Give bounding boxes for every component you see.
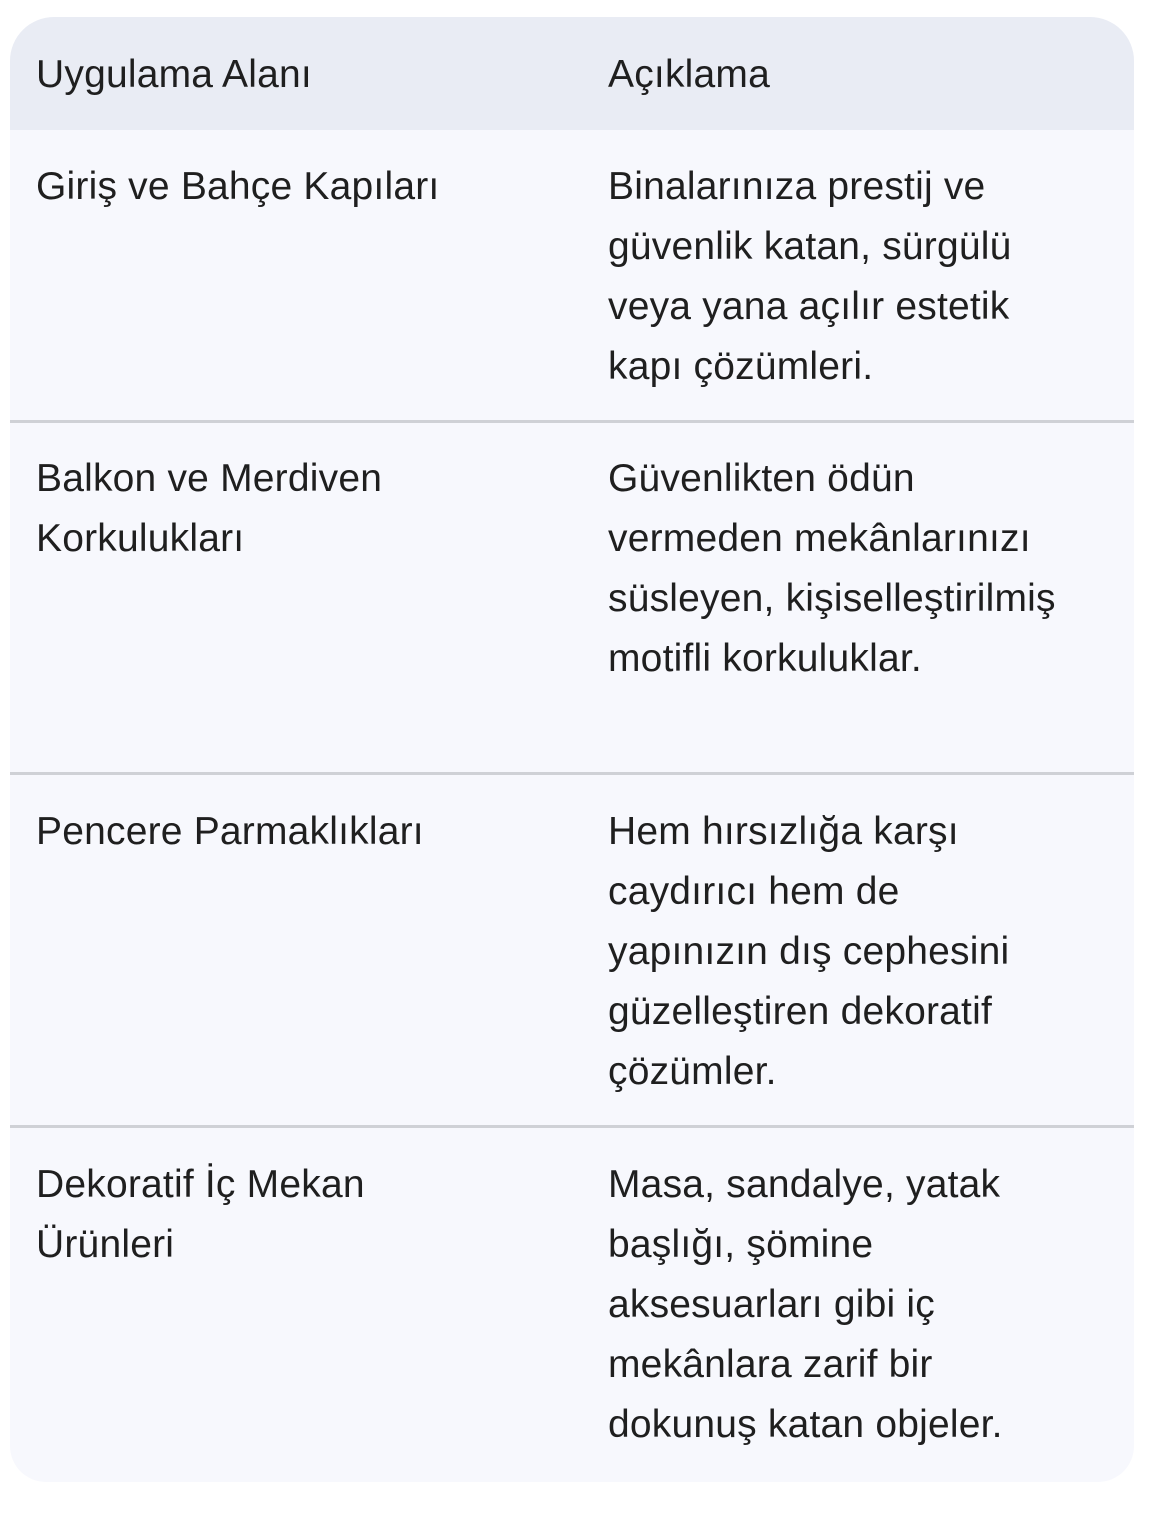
row-1-description: Binalarınıza prestij ve güvenlik katan, sürgülü veya yana açılır estetik kapı çözümleri. [608,165,1012,388]
row-2-area: Balkon ve Merdiven Korkulukları [36,457,383,560]
row-3-area: Pencere Parmaklıkları [36,810,424,853]
row-divider [10,420,1134,423]
row-2-description: Güvenlikten ödün vermeden mekânlarınızı süsleyen, kişiselleştirilmiş motifli korkuluklar. [608,457,1056,680]
row-divider [10,772,1134,775]
header-application-area: Uygulama Alanı [36,53,312,96]
row-divider [10,1125,1134,1128]
table-header-row [10,17,1134,130]
row-1-area: Giriş ve Bahçe Kapıları [36,165,440,208]
header-description: Açıklama [608,53,770,96]
row-4-description: Masa, sandalye, yatak başlığı, şömine aksesuarları gibi iç mekânlara zarif bir dokunuş katan objeler. [608,1163,1003,1446]
data-table [10,17,1134,1482]
row-3-description: Hem hırsızlığa karşı caydırıcı hem de yapınızın dış cephesini güzelleştiren dekoratif çözümler. [608,810,1010,1093]
row-4-area: Dekoratif İç Mekan Ürünleri [36,1163,365,1266]
